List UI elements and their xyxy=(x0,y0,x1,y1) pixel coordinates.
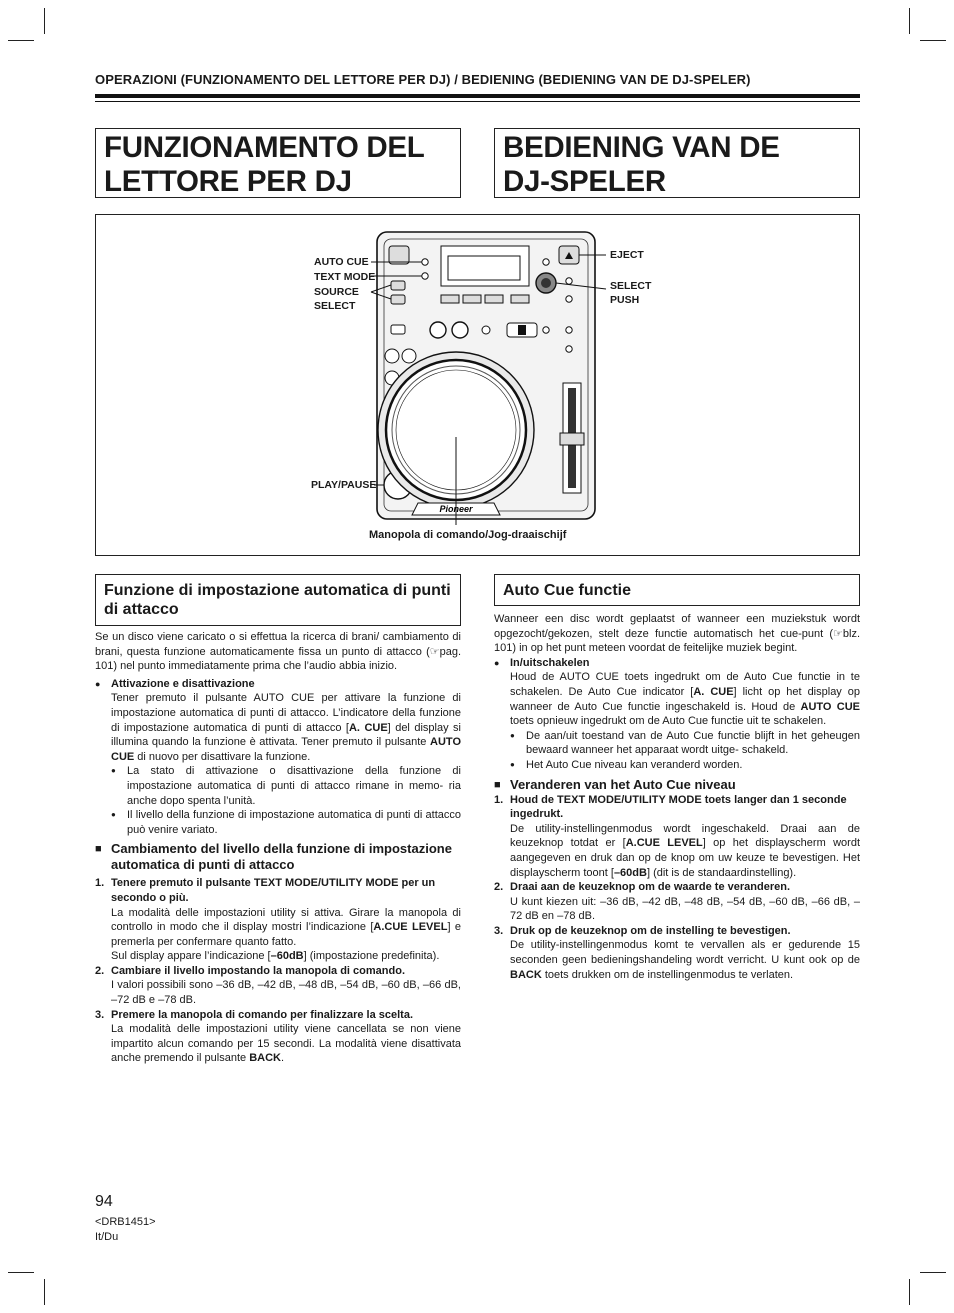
page-number: 94 xyxy=(95,1193,113,1210)
crop-mark xyxy=(920,1272,946,1273)
player-figure xyxy=(95,214,860,556)
crop-mark xyxy=(8,40,34,41)
sub-bullet: ● La stato di attivazione o disattivazione della funzione di impostazione automatica di punti di attacco rimane in memo- ria anche dopo spenta l’unità. xyxy=(111,765,461,807)
step-1-heading: 1. Houd de TEXT MODE/UTILITY MODE toets langer dan 1 seconde ingedrukt. xyxy=(494,793,847,821)
section-title-nl: Auto Cue functie xyxy=(494,574,860,606)
step-2-heading: 2. Cambiare il livello impostando la manopola di comando. xyxy=(95,964,405,977)
crop-mark xyxy=(920,40,946,41)
step-2-body: U kunt kiezen uit: –36 dB, –42 dB, –48 dB, –54 dB, –60 dB, –66 dB, –72 dB en –78 dB. xyxy=(510,895,860,923)
step-3-body: La modalità delle impostazioni utility viene cancellata se non viene impartito alcun comando per 15 secondi. La modalità viene disattivata anche premendo il pulsante BACK. xyxy=(111,1023,461,1065)
step-3-heading: 3. Premere la manopola di comando per finalizzare la scelta. xyxy=(95,1008,413,1021)
step-1-heading: 1. Tenere premuto il pulsante TEXT MODE/UTILITY MODE per un secondo o più. xyxy=(95,877,436,904)
column-nl xyxy=(494,612,860,982)
intro-nl: Wanneer een disc wordt geplaatst of wanneer een muziekstuk wordt opgezocht/gekozen, stelt deze functie automatisch het cue-punt (☞blz. 101) in op het punt meteen voordat de feitelijke muziek begint. xyxy=(494,613,860,655)
crop-mark xyxy=(8,1272,34,1273)
crop-mark xyxy=(909,1279,910,1305)
sub-bullet: ● Het Auto Cue niveau kan veranderd worden. xyxy=(510,758,743,771)
step-2-heading: 2. Draai aan de keuzeknop om de waarde te veranderen. xyxy=(494,881,790,894)
section-title-it: Funzione di impostazione automatica di punti di attacco xyxy=(95,574,461,626)
title-nl: BEDIENING VAN DE DJ-SPELER xyxy=(494,128,860,198)
sub-bullet: ● De aan/uit toestand van de Auto Cue functie blijft in het geheugen bewaard wanneer het apparaat wordt uitge- schakeld. xyxy=(510,729,860,757)
label-select-push-1: SELECT xyxy=(610,280,652,292)
label-text-mode: TEXT MODE xyxy=(314,271,376,283)
label-eject: EJECT xyxy=(610,249,644,261)
step-1-body: De utility-instellingenmodus wordt ingeschakeld. Draai aan de keuzeknop totdat er [A.CUE LEVEL] op het displayscherm wordt aangegeven en druk dan op de knop om uw keuze te bevestigen. Het displayscherm toont [–60dB] (dit is de standaardinstelling). xyxy=(510,822,861,879)
crop-mark xyxy=(909,8,910,34)
dj-player-illustration xyxy=(96,215,859,555)
intro-it: Se un disco viene caricato o si effettua la ricerca di brani/ cambiamento di brani, questa funzione automaticamente fissa un punto di attacco (☞pag. 101) nel punto immediatamente prima che l’audio abbia inizio. xyxy=(95,631,461,673)
bullet-body: Tener premuto il pulsante AUTO CUE per attivare la funzione di impostazione automatica di punti di attacco. L’indicatore della funzione di impostazione automatica di punti di attacco [A. CUE] del display si illumina quando la funzione è attivata. Tener premuto il pulsante AUTO CUE di nuovo per disattivare la funzione. xyxy=(111,692,462,763)
step-2-body: I valori possibili sono –36 dB, –42 dB, –48 dB, –54 dB, –60 dB, –66 dB, –72 dB e –78 dB. xyxy=(111,979,461,1007)
crop-mark xyxy=(44,8,45,34)
subsection-heading-nl: ■ Veranderen van het Auto Cue niveau xyxy=(494,776,736,792)
bullet-heading: ● Attivazione e disattivazione xyxy=(95,677,255,690)
label-select: SELECT xyxy=(314,300,356,312)
page-header: OPERAZIONI (FUNZIONAMENTO DEL LETTORE PER DJ) / BEDIENING (BEDIENING VAN DE DJ-SPELER) xyxy=(95,72,751,87)
crop-mark xyxy=(44,1279,45,1305)
doc-code: <DRB1451> It/Du xyxy=(95,1216,156,1243)
bullet-body: Houd de AUTO CUE toets ingedrukt om de Auto Cue functie in te schakelen. De Auto Cue indicator [A. CUE] licht op het display op wanneer de Auto Cue functie ingeschakeld is. Houd de AUTO CUE toets opnieuw ingedrukt om de Auto Cue functie uit te schakelen. xyxy=(510,671,861,728)
header-rule-thin xyxy=(95,101,860,102)
step-1-body: La modalità delle impostazioni utility si attiva. Girare la manopola di controllo in modo che il display mostri l’indicazione [A.CUE LEVEL] e premerla per confermare quanto fatto. Sul display appare l’indicazione [–60dB] (impostazione predefinita). xyxy=(111,906,461,963)
title-it: FUNZIONAMENTO DEL LETTORE PER DJ xyxy=(95,128,461,198)
label-auto-cue: AUTO CUE xyxy=(314,256,369,268)
bullet-heading: ● In/uitschakelen xyxy=(494,656,590,669)
label-play-pause: PLAY/PAUSE xyxy=(311,479,377,491)
step-3-body: De utility-instellingenmodus komt te vervallen als er gedurende 15 seconden geen bedieningshandeling wordt verricht. U kunt ook op de BACK toets drukken om de instellingenmodus te verlaten. xyxy=(510,939,860,981)
sub-bullet: ● Il livello della funzione di impostazione automatica di punti di attacco può venire variato. xyxy=(111,809,461,836)
column-it xyxy=(95,630,461,1066)
label-jog: Manopola di comando/Jog-draaischijf xyxy=(369,529,567,541)
label-select-push-2: PUSH xyxy=(610,294,640,306)
header-rule xyxy=(95,94,860,98)
svg-text:Pioneer: Pioneer xyxy=(439,504,473,514)
step-3-heading: 3. Druk op de keuzeknop om de instelling te bevestigen. xyxy=(494,924,791,937)
subsection-heading-it: ■ Cambiamento del livello della funzione di impostazione automatica di punti di attacco xyxy=(95,841,452,873)
label-source: SOURCE xyxy=(314,286,359,298)
